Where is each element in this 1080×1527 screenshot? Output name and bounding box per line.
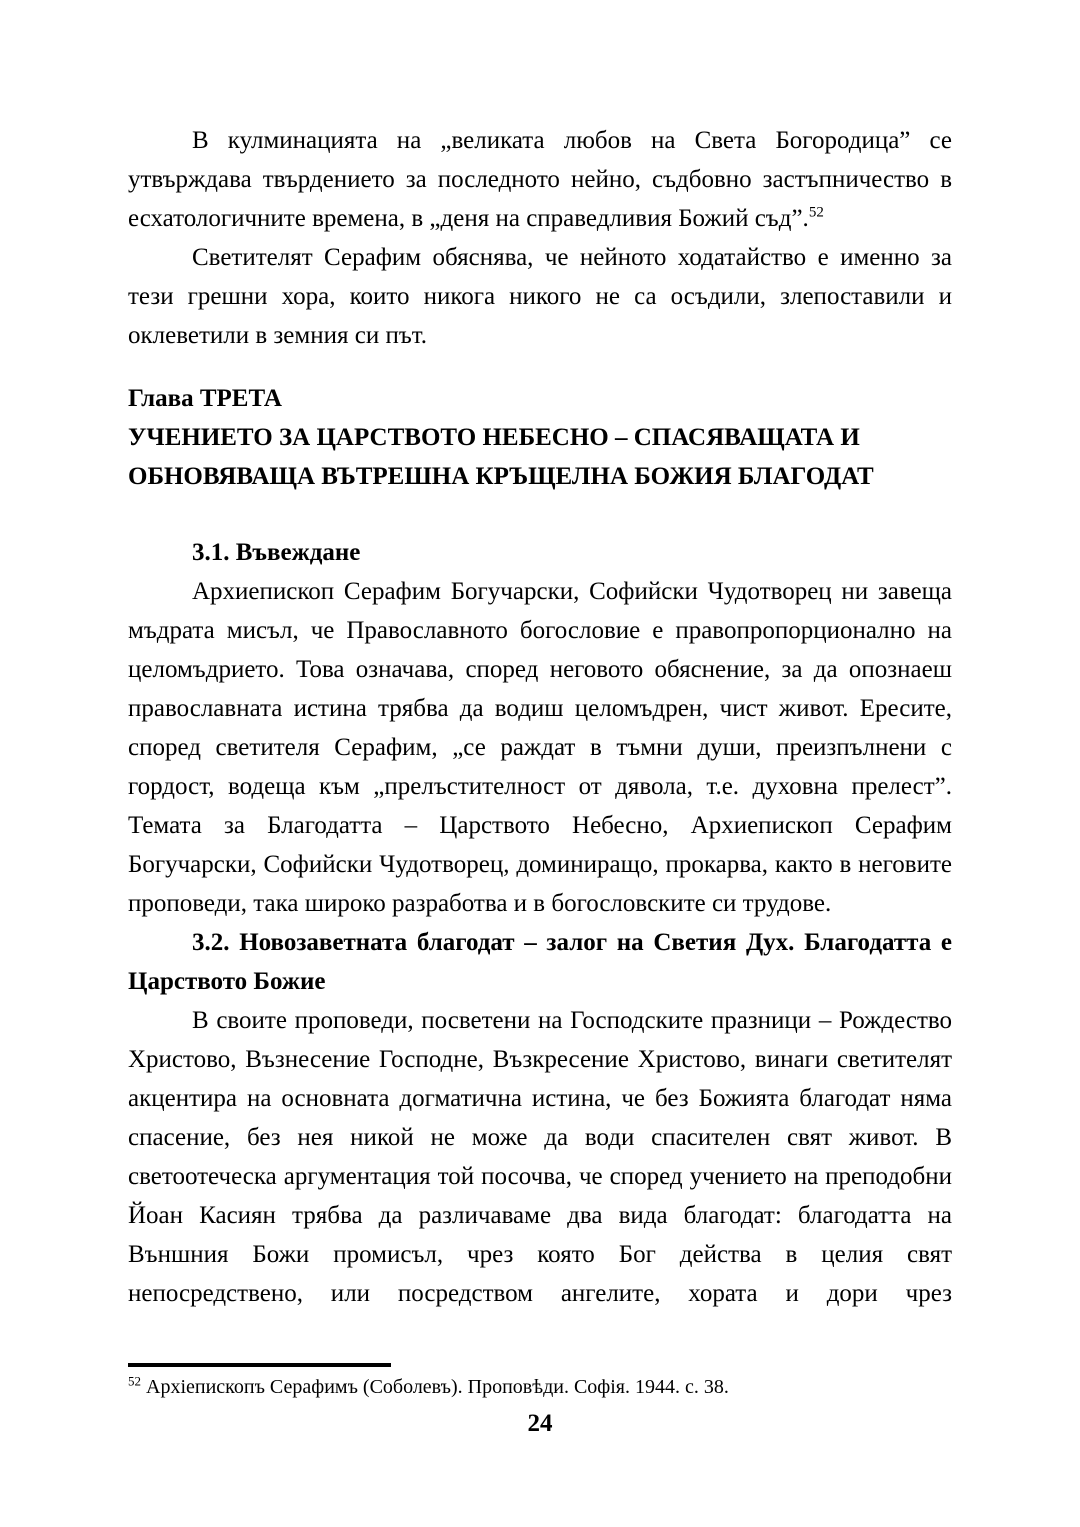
section-3-1-body: Архиепископ Серафим Богучарски, Софийски Чудотворец ни завеща мъдрата мисъл, че Православното богословие е правопропорционално на целомъдрието. Това означава, според неговото обяснение, за да опознаеш православната истина трябва да водиш целомъдрен, чист живот. Ересите, според светителя Серафим, „се раждат в тъмни души, преизпълнени с гордост, водеща към „прелъстителност от дявола, т.е. духовна прелест”. Темата за Благодатта – Царството Небесно, Архиепископ Серафим Богучарски, Софийски Чудотворец, доминиращо, прокарва, както в неговите проповеди, така широко разработва и в богословските си трудове. [128, 578, 952, 917]
section-3-1-heading: 3.1. Въвеждане [192, 539, 361, 566]
footnote-text: Архіепископъ Серафимъ (Соболевъ). Проповѣди. Софія. 1944. с. 38. [141, 1376, 729, 1398]
text-block [128, 121, 952, 1313]
footnote-marker: 52 [128, 1373, 141, 1389]
page-number: 24 [527, 1410, 553, 1437]
footnote [128, 1374, 952, 1400]
paragraph-intro-1-text: В кулминацията на „великата любов на Света Богородица” се утвърждава твърдението за последното нейно, съдбовно застъпничество в есхатологичните времена, в „деня на справедливия Божий съд”. [128, 127, 952, 232]
chapter-title: УЧЕНИЕТО ЗА ЦАРСТВОТО НЕБЕСНО – СПАСЯВАЩАТА И ОБНОВЯВАЩА ВЪТРЕШНА КРЪЩЕЛНА БОЖИЯ БЛАГОДАТ [128, 424, 874, 490]
footnote-reference-52: 52 [808, 204, 824, 221]
chapter-label: Глава ТРЕТА [128, 385, 282, 412]
chapter-heading [128, 379, 952, 496]
section-3-2-heading: 3.2. Новозаветната благодат – залог на Светия Дух. Благодатта е Царството Божие [128, 929, 952, 995]
paragraph-intro-1 [128, 121, 952, 238]
section-3-2-body: В своите проповеди, посветени на Господските празници – Рождество Христово, Възнесение Господне, Възкресение Христово, винаги светителят акцентира на основната догматична истина, че без Божията благодат няма спасение, без нея никой не може да води спасителен свят живот. В светоотеческа аргументация той посочва, че според учението на преподобни Йоан Касиян трябва да различаваме два вида благодат: благодатта на Външния Божи промисъл, чрез която Бог действа в целия свят непосредствено, или посредством ангелите, хората и дори чрез [128, 1007, 952, 1307]
paragraph-intro-2: Светителят Серафим обяснява, че нейното ходатайство е именно за тези грешни хора, които никога никого не са осъдили, злепоставили и оклеветили в земния си път. [128, 244, 952, 349]
footnote-separator-rule [128, 1363, 391, 1367]
